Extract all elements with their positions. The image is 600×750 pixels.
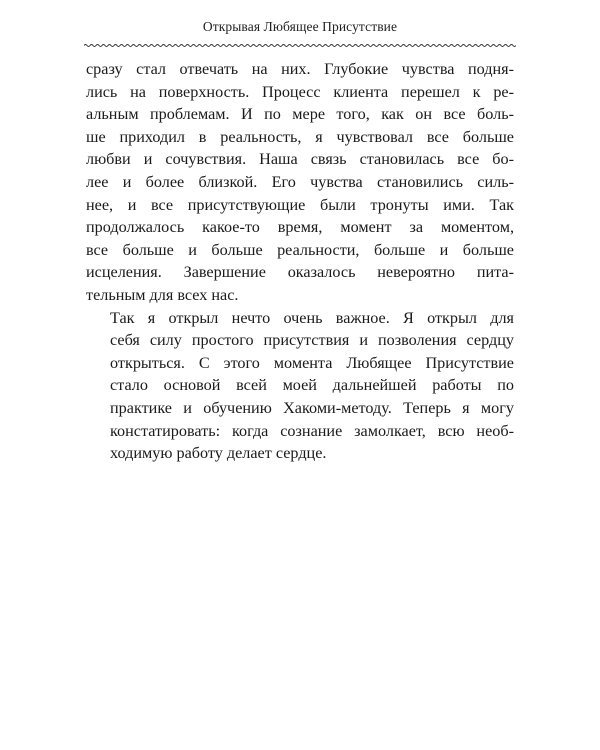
text-line: себя силу простого присутствия и позволения сердцу (110, 331, 514, 350)
text-line: все больше и больше реальности, больше и больше (86, 240, 514, 259)
text-line: альным проблемам. И по мере того, как он все боль- (86, 105, 514, 124)
text-line: открыться. С этого момента Любящее Присутствие (110, 353, 514, 372)
text-line: Так я открыл нечто очень важное. Я открыл для (110, 308, 514, 327)
text-line: тельным для всех нас. (86, 285, 239, 304)
text-line: любви и сочувствия. Наша связь становилась все бо- (86, 150, 514, 169)
text-line: стало основой всей моей дальнейшей работы по (110, 376, 514, 395)
header-decorative-rule (84, 43, 516, 48)
paragraph-1 (86, 58, 514, 307)
text-line: сразу стал отвечать на них. Глубокие чувства подня- (86, 60, 514, 78)
page-body (86, 58, 514, 465)
paragraph-2 (86, 307, 514, 465)
text-line: исцеления. Завершение оказалось невероятно пита- (86, 263, 514, 282)
text-line: нее, и все присутствующие были тронуты ими. Так (86, 195, 514, 214)
running-head: Открывая Любящее Присутствие (202, 19, 398, 34)
text-line: практике и обучению Хакоми-методу. Теперь я могу (110, 398, 514, 417)
text-line: констатировать: когда сознание замолкает, всю необ- (110, 421, 514, 440)
text-line: ходимую работу делает сердце. (110, 444, 327, 463)
text-line: продолжалось какое-то время, момент за моментом, (86, 218, 514, 237)
text-line: ше приходил в реальность, я чувствовал все больше (86, 127, 514, 146)
text-line: лись на поверхность. Процесс клиента перешел к ре- (86, 82, 514, 101)
text-line: лее и более близкой. Его чувства становились силь- (86, 172, 514, 191)
